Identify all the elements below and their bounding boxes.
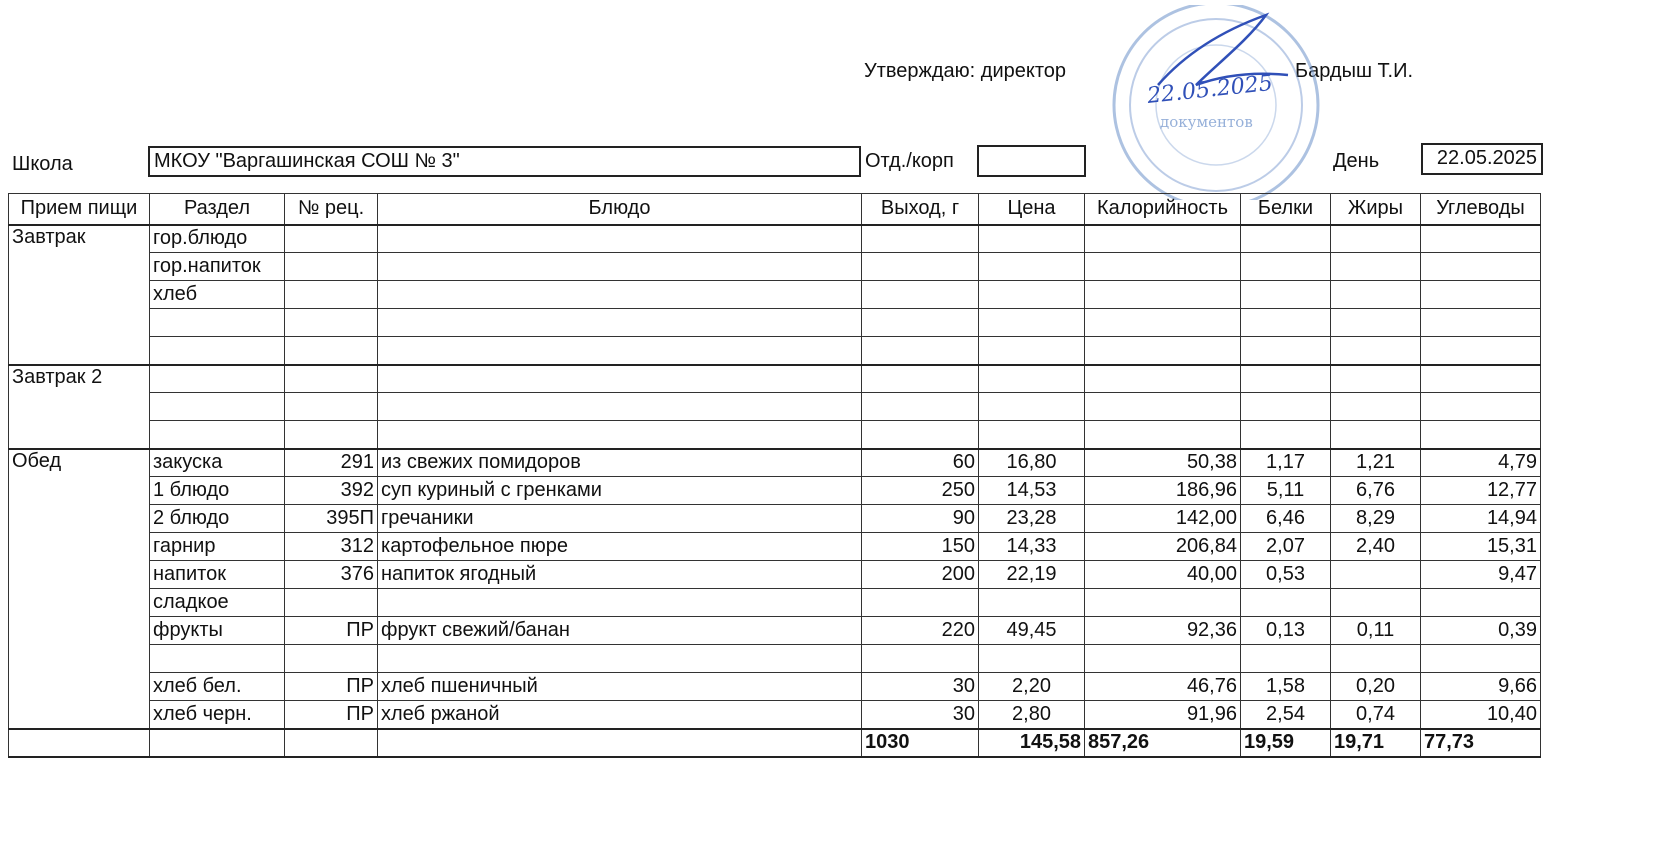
output-cell (862, 393, 979, 421)
fat-cell (1331, 281, 1421, 309)
calories-cell (1085, 337, 1241, 365)
recipe-cell: ПР (285, 617, 378, 645)
fat-cell: 0,11 (1331, 617, 1421, 645)
output-cell: 30 (862, 701, 979, 729)
table-row (9, 225, 1541, 253)
output-cell (862, 281, 979, 309)
section-cell: 1 блюдо (150, 477, 285, 505)
stamp-text: документов (1160, 113, 1253, 131)
recipe-cell (285, 589, 378, 617)
calories-cell (1085, 393, 1241, 421)
protein-cell: 0,53 (1241, 561, 1331, 589)
price-cell: 14,53 (979, 477, 1085, 505)
section-cell (150, 309, 285, 337)
output-cell (862, 589, 979, 617)
protein-cell (1241, 225, 1331, 253)
dept-label: Отд./корп (865, 150, 954, 172)
carbs-cell (1421, 645, 1541, 673)
output-cell: 30 (862, 673, 979, 701)
director-name: Бардыш Т.И. (1295, 60, 1414, 82)
table-row (9, 673, 1541, 701)
price-cell: 49,45 (979, 617, 1085, 645)
section-cell: фрукты (150, 617, 285, 645)
section-cell: гарнир (150, 533, 285, 561)
fat-cell (1331, 561, 1421, 589)
dish-cell: суп куриный с гренками (378, 477, 862, 505)
fat-cell (1331, 393, 1421, 421)
col-header-calories: Калорийность (1085, 194, 1241, 225)
dish-cell (378, 365, 862, 393)
section-cell (150, 645, 285, 673)
price-cell: 16,80 (979, 449, 1085, 477)
table-row (9, 561, 1541, 589)
carbs-cell: 12,77 (1421, 477, 1541, 505)
protein-cell: 6,46 (1241, 505, 1331, 533)
recipe-cell (285, 421, 378, 449)
dish-cell (378, 225, 862, 253)
calories-cell (1085, 421, 1241, 449)
col-header-section: Раздел (150, 194, 285, 225)
totals-empty-cell (285, 729, 378, 757)
col-header-recipe: № рец. (285, 194, 378, 225)
calories-cell: 92,36 (1085, 617, 1241, 645)
protein-cell (1241, 253, 1331, 281)
recipe-cell (285, 225, 378, 253)
price-cell (979, 645, 1085, 673)
output-cell: 150 (862, 533, 979, 561)
protein-cell (1241, 645, 1331, 673)
calories-cell (1085, 589, 1241, 617)
fat-cell (1331, 337, 1421, 365)
protein-cell (1241, 309, 1331, 337)
recipe-cell: 395П (285, 505, 378, 533)
col-header-protein: Белки (1241, 194, 1331, 225)
dish-cell (378, 645, 862, 673)
recipe-cell: ПР (285, 701, 378, 729)
output-cell (862, 309, 979, 337)
protein-cell: 2,54 (1241, 701, 1331, 729)
carbs-cell: 0,39 (1421, 617, 1541, 645)
fat-cell: 2,40 (1331, 533, 1421, 561)
dept-field (977, 145, 1086, 177)
carbs-cell (1421, 393, 1541, 421)
dish-cell: напиток ягодный (378, 561, 862, 589)
section-cell: закуска (150, 449, 285, 477)
price-cell (979, 281, 1085, 309)
carbs-cell (1421, 421, 1541, 449)
carbs-cell: 10,40 (1421, 701, 1541, 729)
recipe-cell: 376 (285, 561, 378, 589)
output-cell (862, 365, 979, 393)
day-label: День (1333, 150, 1380, 172)
output-cell (862, 225, 979, 253)
totals-row (9, 729, 1541, 757)
price-cell: 22,19 (979, 561, 1085, 589)
dish-cell: хлеб ржаной (378, 701, 862, 729)
calories-cell (1085, 309, 1241, 337)
section-cell (150, 365, 285, 393)
approval-label: Утверждаю: директор (864, 60, 1067, 82)
fat-cell: 8,29 (1331, 505, 1421, 533)
section-cell (150, 393, 285, 421)
dish-cell: из свежих помидоров (378, 449, 862, 477)
price-cell: 23,28 (979, 505, 1085, 533)
col-header-dish: Блюдо (378, 194, 862, 225)
dish-cell (378, 253, 862, 281)
price-cell (979, 225, 1085, 253)
carbs-cell (1421, 589, 1541, 617)
school-name-field: МКОУ "Варгашинская СОШ № 3" (148, 146, 861, 177)
meal-cell: Обед (9, 449, 150, 729)
fat-cell (1331, 309, 1421, 337)
table-row (9, 393, 1541, 421)
carbs-cell: 9,66 (1421, 673, 1541, 701)
calories-cell (1085, 253, 1241, 281)
output-cell: 90 (862, 505, 979, 533)
school-label: Школа (12, 153, 73, 175)
table-row (9, 477, 1541, 505)
dish-cell (378, 589, 862, 617)
output-cell (862, 645, 979, 673)
total-calories: 857,26 (1085, 729, 1241, 757)
section-cell: хлеб (150, 281, 285, 309)
dish-cell: фрукт свежий/банан (378, 617, 862, 645)
dish-cell (378, 309, 862, 337)
fat-cell (1331, 421, 1421, 449)
table-row (9, 589, 1541, 617)
fat-cell (1331, 225, 1421, 253)
total-carbs: 77,73 (1421, 729, 1541, 757)
section-cell (150, 337, 285, 365)
table-row (9, 701, 1541, 729)
fat-cell (1331, 589, 1421, 617)
calories-cell (1085, 645, 1241, 673)
table-row (9, 337, 1541, 365)
dish-cell: хлеб пшеничный (378, 673, 862, 701)
output-cell: 220 (862, 617, 979, 645)
carbs-cell: 9,47 (1421, 561, 1541, 589)
price-cell: 2,80 (979, 701, 1085, 729)
protein-cell (1241, 589, 1331, 617)
dish-cell (378, 393, 862, 421)
recipe-cell: 312 (285, 533, 378, 561)
calories-cell: 40,00 (1085, 561, 1241, 589)
output-cell (862, 337, 979, 365)
output-cell: 250 (862, 477, 979, 505)
recipe-cell (285, 337, 378, 365)
table-row (9, 365, 1541, 393)
table-row (9, 449, 1541, 477)
dish-cell (378, 337, 862, 365)
col-header-output: Выход, г (862, 194, 979, 225)
protein-cell (1241, 337, 1331, 365)
price-cell (979, 253, 1085, 281)
dish-cell: гречаники (378, 505, 862, 533)
signature-icon (1158, 15, 1288, 85)
dish-cell: картофельное пюре (378, 533, 862, 561)
carbs-cell (1421, 281, 1541, 309)
col-header-fat: Жиры (1331, 194, 1421, 225)
fat-cell (1331, 645, 1421, 673)
col-header-price: Цена (979, 194, 1085, 225)
fat-cell: 0,20 (1331, 673, 1421, 701)
section-cell (150, 421, 285, 449)
table-row (9, 253, 1541, 281)
total-protein: 19,59 (1241, 729, 1331, 757)
fat-cell: 0,74 (1331, 701, 1421, 729)
total-output: 1030 (862, 729, 979, 757)
fat-cell (1331, 365, 1421, 393)
table-row (9, 505, 1541, 533)
dish-cell (378, 281, 862, 309)
recipe-cell (285, 309, 378, 337)
recipe-cell (285, 281, 378, 309)
table-header-row (9, 194, 1541, 225)
table-row (9, 281, 1541, 309)
output-cell: 60 (862, 449, 979, 477)
calories-cell: 91,96 (1085, 701, 1241, 729)
price-cell (979, 393, 1085, 421)
meal-cell: Завтрак (9, 225, 150, 365)
recipe-cell: 392 (285, 477, 378, 505)
protein-cell (1241, 281, 1331, 309)
price-cell (979, 589, 1085, 617)
recipe-cell (285, 253, 378, 281)
col-header-carbs: Углеводы (1421, 194, 1541, 225)
recipe-cell (285, 393, 378, 421)
stamp-seal (1098, 5, 1330, 200)
output-cell (862, 421, 979, 449)
price-cell: 14,33 (979, 533, 1085, 561)
total-fat: 19,71 (1331, 729, 1421, 757)
recipe-cell: ПР (285, 673, 378, 701)
section-cell: хлеб бел. (150, 673, 285, 701)
output-cell (862, 253, 979, 281)
table-row (9, 533, 1541, 561)
fat-cell: 6,76 (1331, 477, 1421, 505)
protein-cell: 0,13 (1241, 617, 1331, 645)
day-field: 22.05.2025 (1421, 143, 1543, 175)
totals-empty-cell (378, 729, 862, 757)
calories-cell: 142,00 (1085, 505, 1241, 533)
carbs-cell (1421, 365, 1541, 393)
table-row (9, 617, 1541, 645)
carbs-cell: 14,94 (1421, 505, 1541, 533)
protein-cell (1241, 393, 1331, 421)
table-row (9, 309, 1541, 337)
calories-cell: 50,38 (1085, 449, 1241, 477)
calories-cell: 206,84 (1085, 533, 1241, 561)
recipe-cell (285, 365, 378, 393)
section-cell: сладкое (150, 589, 285, 617)
recipe-cell: 291 (285, 449, 378, 477)
price-cell (979, 365, 1085, 393)
carbs-cell: 4,79 (1421, 449, 1541, 477)
section-cell: гор.напиток (150, 253, 285, 281)
price-cell (979, 421, 1085, 449)
carbs-cell: 15,31 (1421, 533, 1541, 561)
table-row (9, 421, 1541, 449)
totals-empty-cell (9, 729, 150, 757)
meal-cell: Завтрак 2 (9, 365, 150, 449)
calories-cell: 186,96 (1085, 477, 1241, 505)
section-cell: гор.блюдо (150, 225, 285, 253)
price-cell: 2,20 (979, 673, 1085, 701)
protein-cell: 1,58 (1241, 673, 1331, 701)
menu-table (8, 193, 1541, 758)
protein-cell: 1,17 (1241, 449, 1331, 477)
section-cell: напиток (150, 561, 285, 589)
protein-cell (1241, 365, 1331, 393)
carbs-cell (1421, 337, 1541, 365)
protein-cell: 2,07 (1241, 533, 1331, 561)
table-row (9, 645, 1541, 673)
dish-cell (378, 421, 862, 449)
carbs-cell (1421, 309, 1541, 337)
handwritten-date: 22.05.2025 (1146, 70, 1274, 109)
col-header-meal: Прием пищи (9, 194, 150, 225)
total-price: 145,58 (979, 729, 1085, 757)
calories-cell (1085, 365, 1241, 393)
carbs-cell (1421, 225, 1541, 253)
calories-cell (1085, 281, 1241, 309)
fat-cell (1331, 253, 1421, 281)
protein-cell (1241, 421, 1331, 449)
fat-cell: 1,21 (1331, 449, 1421, 477)
recipe-cell (285, 645, 378, 673)
carbs-cell (1421, 253, 1541, 281)
price-cell (979, 337, 1085, 365)
calories-cell (1085, 225, 1241, 253)
calories-cell: 46,76 (1085, 673, 1241, 701)
price-cell (979, 309, 1085, 337)
output-cell: 200 (862, 561, 979, 589)
protein-cell: 5,11 (1241, 477, 1331, 505)
section-cell: 2 блюдо (150, 505, 285, 533)
section-cell: хлеб черн. (150, 701, 285, 729)
totals-empty-cell (150, 729, 285, 757)
